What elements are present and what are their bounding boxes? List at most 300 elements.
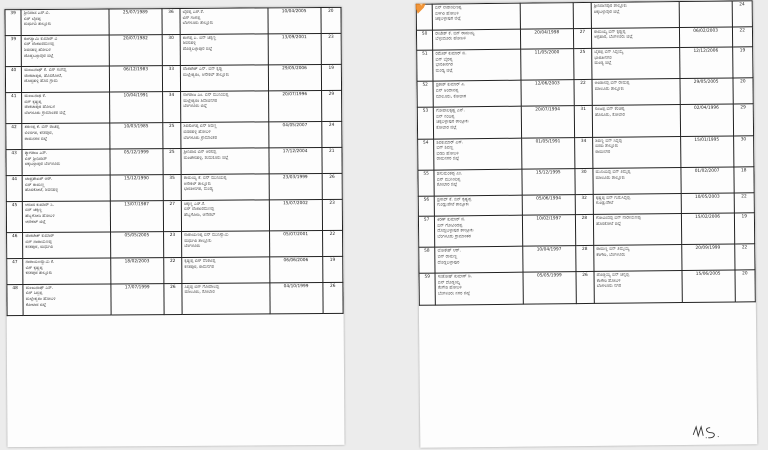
applicant-name — [432, 3, 520, 30]
age: 22 — [574, 80, 593, 106]
table-row — [6, 173, 342, 201]
parent-address-line: ಆನೇಕಲ್ ತಾಲ್ಲೂಕು — [183, 181, 212, 187]
age: 30 — [575, 168, 594, 194]
record-date: 04/10/1999 — [270, 282, 323, 314]
birth-date: 05/06/1994 — [522, 194, 575, 215]
parent-address-line: ಬಿನ್ ಗಂಗಪ್ಪ — [182, 15, 201, 21]
serial-number: 44 — [6, 176, 22, 202]
birth-date: 20/07/1994 — [521, 106, 574, 138]
parent-address-line: ಗುಂಡ್ಲುಪೇಟೆ — [595, 201, 614, 207]
table-row — [5, 65, 341, 93]
table-row — [416, 1, 752, 30]
parent-address — [594, 271, 682, 303]
applicant-name-line: ಸಂತೋಷ್ ಕುಮಾರ್ ಡಿ. — [437, 274, 473, 280]
applicant-name-line: ವೆಂಕಟೇಶ್ ಕುಮಾರ್ — [25, 233, 55, 240]
applicant-name — [434, 138, 522, 170]
applicant-name-line: ನಾರಾಯಣಸ್ವಾಮಿ ಕೆ. — [25, 259, 55, 265]
applicant-name-line: ದೊಡ್ಡಹಳ್ಳಿ ಹೊಸ ಗ್ರಾಮ — [24, 79, 58, 85]
parent-address-line: ಕನಕಪುರ, ರಾಮನಗರ — [184, 264, 215, 270]
table-row — [418, 213, 754, 248]
parent-address — [182, 257, 270, 283]
applicant-name-line: ಶಿವನಹಳ್ಳಿ ಹೋಬಳಿ — [24, 47, 51, 54]
applicant-name-line: ಬಿಳಿನಗರ, ಕನಕಪುರ, — [24, 130, 53, 137]
applicant-name-line: ಬೆಂಗಳೂರು ಗ್ರಾಮಾಂತರ — [437, 233, 471, 240]
parent-address-line: ಚಿಕ್ಕಣ್ಣ ಎಸ್.ಕೆ. — [183, 201, 206, 207]
applicant-name-line: ರಾಮನಗರ ಜಿಲ್ಲೆ — [436, 156, 460, 162]
years: 19 — [322, 256, 343, 282]
applicant-name-line: ರಂಗಸ್ವಾಮಿ ಕುಮಾರ್ ವಿ — [23, 36, 58, 42]
orange-seal-mark — [416, 0, 432, 16]
table-row — [7, 230, 343, 258]
age: 26 — [576, 272, 595, 304]
applicant-name-line: ಕಿರಣ್ ಕುಮಾರ್ ಜಿ. — [437, 217, 466, 223]
birth-date: 17/07/1999 — [111, 283, 164, 315]
applicant-name-line: ಶ್ರೀನಿವಾಸ ಎಸ್.ಬಿ. — [23, 10, 50, 17]
record-date: 10/04/2005 — [268, 7, 321, 33]
parent-address-line: ಭಾರತೀನಗರ, ಮಂಡ್ಯ — [183, 186, 214, 193]
serial-number: 58 — [419, 247, 436, 273]
applicant-name — [23, 201, 111, 233]
left-document-page — [4, 7, 344, 447]
parent-address — [592, 79, 680, 106]
applicant-name-line: ಭಾರತೀನಗರ — [435, 62, 453, 68]
serial-number: 59 — [419, 273, 436, 305]
applicant-name-line: ಬಿನ್ ಗೋವಿಂದಪ್ಪ — [437, 222, 463, 229]
record-date: 15/06/2005 — [682, 270, 735, 302]
birth-date: 05/12/1999 — [110, 149, 163, 175]
applicant-name-line: ಹೊಸಕೋಟೆ, ಶಿವನಹಳ್ಳಿ — [25, 187, 59, 194]
applicant-name-line: ಬಿನ್ ರಾಮಣ್ಣ — [437, 254, 458, 260]
parent-address-line: ನಾಗರಾಜ ಎಂ. ಬಿನ್ ಮುನಿಯಪ್ಪ — [183, 92, 229, 98]
table-row — [6, 148, 342, 176]
birth-date: 10/02/1997 — [522, 215, 575, 247]
serial-number: 56 — [418, 196, 434, 216]
applicant-name-line: ಕೋಲಾರ ಜಿಲ್ಲೆ — [25, 302, 47, 308]
age: 25 — [163, 123, 181, 149]
years: 22 — [734, 192, 755, 212]
applicant-name-line: ಶರಣಪ್ಪ ಕೆ. ಬಿನ್ ರಾಚಪ್ಪ — [24, 125, 60, 131]
years: 24 — [321, 122, 342, 148]
applicant-name-line: ಚಿಕ್ಕಬಳ್ಳಾಪುರ ತಾಲ್ಲೂಕು — [436, 119, 469, 125]
applicant-name-line: ಬಿನ್ ಚಿಕ್ಕಣ್ಣ — [25, 208, 43, 214]
record-date: 23/03/1999 — [269, 173, 322, 199]
table-row — [417, 78, 753, 107]
parent-address-line: ಮಲ್ಲೇಶ್ವರಂ, ಆನೇಕಲ್ ತಾಲ್ಲೂಕು — [183, 72, 230, 78]
record-date: 05/07/2001 — [269, 231, 322, 257]
parent-address — [180, 34, 268, 66]
table-row — [5, 7, 341, 35]
age: 26 — [164, 283, 183, 315]
record-date: 29/05/2005 — [680, 78, 733, 104]
table-row — [419, 244, 755, 273]
applicant-name-line: ಬೆಂಗಳೂರು ಗ್ರಾಮಾಂತರ ಜಿಲ್ಲೆ — [24, 110, 66, 116]
birth-date: 25/07/1989 — [109, 9, 162, 35]
applicant-name — [433, 81, 521, 108]
parent-address — [593, 167, 681, 194]
parent-address-line: ಕೃಷ್ಣಪ್ಪ ಬಿನ್ ವೆಂಕಟಪ್ಪ — [184, 258, 216, 264]
parent-address-line: ದೊಡ್ಡಬಳ್ಳಾಪುರ ಜಿಲ್ಲೆ — [182, 46, 213, 52]
parent-address-line: ಕೃಷ್ಣಪ್ಪ ಬಿನ್ ಗುರುಸಿದ್ದಪ್ಪ — [595, 195, 631, 201]
serial-number: 51 — [417, 50, 434, 82]
parent-address-line: ಶಿವನಹಳ್ಳಿ — [182, 41, 196, 47]
serial-number: 52 — [417, 81, 434, 107]
birth-date: 10/04/1991 — [109, 92, 162, 124]
applicant-name — [22, 123, 110, 149]
age: 25 — [163, 149, 181, 175]
applicant-name — [434, 169, 522, 196]
years: 23 — [322, 199, 343, 231]
table-row — [7, 256, 343, 284]
applicant-name-line: ಮಂಜುನಾಥ್ ಕೆ. ಬಿನ್ ಗಂಗಪ್ಪ — [24, 67, 67, 74]
applicant-name-line: ಕನಕಪುರ, ಮಧುಗಿರಿ — [25, 245, 54, 251]
birth-date — [520, 3, 573, 29]
applicant-name-line: ವೆಂಕಟಾಪುರ, ಹೊಸಕೋಟೆ, — [24, 73, 63, 79]
serial-number: 39 — [5, 35, 22, 67]
parent-address-line: ಬಿದರಹಳ್ಳಿ ಹೋಬಳಿ — [183, 129, 211, 135]
table-row — [5, 33, 341, 67]
serial-number: 40 — [5, 67, 21, 93]
applicant-name — [435, 246, 523, 273]
parent-address — [592, 27, 680, 48]
record-date: 17/12/2004 — [269, 148, 322, 174]
applicant-name — [21, 35, 109, 67]
parent-address — [591, 2, 679, 29]
applicant-name — [23, 232, 111, 258]
serial-number: 55 — [418, 170, 435, 196]
applicant-name-line: ಬಿನ್ ಕೃಷ್ಣಪ್ಪ — [25, 265, 43, 271]
age: 30 — [162, 34, 181, 66]
parent-address-line: ಬೈರಪ್ಪ ಬಿನ್ ಸಿದ್ದಯ್ಯ — [594, 49, 624, 55]
parent-address-line: ಸಿದ್ದಪ್ಪ ಬಿನ್ ಗೋಪಾಲಪ್ಪ — [184, 284, 220, 290]
applicant-name-line: ಬಿನ್ ಮುನಿಯಪ್ಪ — [436, 176, 461, 183]
birth-date: 20/07/1982 — [109, 34, 162, 66]
parent-address — [181, 148, 269, 174]
table-row — [7, 282, 343, 316]
applicant-name-line: ಲೋಕೇಶ್ ಆರ್. — [437, 248, 461, 254]
years: 20 — [733, 78, 754, 104]
parent-address — [182, 283, 270, 315]
applicant-name-line: ದೊಡ್ಡಬಳ್ಳಾಪುರ ಜಿಲ್ಲೆ — [24, 53, 54, 59]
applicant-name-line: ಕೋಲಾರ ಜಿಲ್ಲೆ — [436, 125, 457, 131]
age: 25 — [573, 48, 592, 80]
right-document-page — [416, 0, 758, 448]
serial-number: 45 — [6, 201, 23, 233]
parent-address-line: ಮಲ್ಲೇಶ್ವರಂ ಶಿವಾಜಿನಗರ — [183, 98, 218, 104]
applicant-name-line: ಕೆಂಗೇರಿ ಹೋಬಳಿ — [437, 285, 462, 291]
table-row — [417, 104, 753, 139]
applicant-name-line: ವೆಂಕಟಾಪುರ ಹೋಬಳಿ — [24, 105, 56, 111]
record-date — [679, 1, 732, 27]
applicant-name-line: ರಮೇಶ್ ಕುಮಾರ್ ಬಿ. — [435, 51, 467, 57]
age: 34 — [574, 137, 593, 169]
years: 19 — [732, 47, 753, 79]
parent-address-line: ಶಿವಣ್ಣ ಬಿನ್ ಸಿದ್ದಪ್ಪ — [595, 138, 622, 144]
years: 29 — [321, 90, 342, 122]
parent-address-line: ಶ್ರೀನಿವಾಸಪುರ ತಾಲ್ಲೂಕು — [593, 3, 627, 9]
applicant-name — [433, 49, 521, 81]
applicant-name-line: ಬಿನ್ ವೆಂಕಟರಮಣಪ್ಪ — [23, 42, 55, 48]
parent-address-line: ರಾಮನಗರ — [595, 149, 611, 155]
serial-number: 42 — [6, 124, 22, 150]
years: 21 — [322, 148, 343, 174]
records-table-left — [4, 7, 343, 316]
applicant-name-line: ದೊಡ್ಡಬಳ್ಳಾಪುರ — [437, 259, 460, 266]
applicant-name-line: ಮಲ್ಲೇಶ್ವರಂ ಹೋಬಳಿ — [25, 296, 56, 302]
applicant-name-line: ಬಿನ್ ಸಿದ್ದಪ್ಪ — [25, 291, 43, 297]
birth-date: 05/05/2005 — [110, 232, 163, 258]
applicant-name-line: ಆನಂದ ಕುಮಾರ್ ಸಿ. — [25, 202, 55, 208]
applicant-name-line: ಚಂದ್ರಶೇಖರ್ ಆರ್. — [24, 176, 53, 183]
years: 30 — [733, 135, 754, 167]
applicant-name-line: ಕನಕಪುರ ತಾಲ್ಲೂಕು — [25, 270, 53, 277]
record-date: 06/06/2006 — [269, 256, 322, 282]
applicant-name — [22, 92, 110, 124]
years: 22 — [734, 244, 755, 270]
applicant-name — [22, 66, 110, 92]
applicant-name-line: ದೊಡ್ಡಬಳ್ಳಾಪುರ ತಾಲ್ಲೂಕು — [437, 228, 474, 234]
applicant-name-line: ಬಿನ್ ನಂಜಪ್ಪ — [436, 114, 455, 120]
parent-address — [593, 213, 681, 245]
parent-address — [180, 8, 268, 34]
parent-address-line: ಶಿವಲಿಂಗಪ್ಪ ಬಿನ್ ಶಿವಣ್ಣ — [183, 124, 217, 130]
serial-number: 50 — [416, 30, 432, 50]
age: 27 — [573, 28, 592, 48]
years: 20 — [735, 270, 756, 302]
parent-address-line: ಮಾಲೂರು, ಕೋಲಾರ — [184, 290, 215, 296]
table-row — [6, 199, 342, 233]
birth-date: 13/07/1987 — [110, 200, 163, 232]
applicant-name-line: ಕೋಲಾರ ಜಿಲ್ಲೆ — [436, 182, 458, 188]
parent-address-line: ಅಗ್ರಹಾರ, ಬೆಂಗಳೂರು ಜಿಲ್ಲೆ — [594, 34, 633, 41]
applicant-name — [22, 175, 110, 201]
years: 26 — [322, 173, 343, 199]
years: 19 — [321, 65, 342, 91]
birth-date: 12/06/2003 — [521, 80, 574, 106]
parent-address — [180, 65, 268, 91]
parent-address — [592, 105, 680, 137]
years: 26 — [322, 282, 343, 314]
parent-address — [182, 231, 270, 257]
parent-address-line: ನಂಜಪ್ಪ ಬಿನ್ ಕೆಂಚಪ್ಪ — [594, 106, 625, 113]
record-date: 13/09/2001 — [268, 33, 321, 65]
serial-number: 54 — [418, 139, 435, 171]
applicant-name-line: ರಾಜೇಶ್ ಕೆ. ಬಿನ್ ರಾಮಯ್ಯ — [435, 30, 475, 37]
birth-date: 15/12/1990 — [110, 175, 163, 201]
applicant-name-line: ಪ್ರಸಾದ್ ಕೆ. ಬಿನ್ ಕೃಷ್ಣಪ್ಪ — [436, 196, 472, 203]
parent-address-line: ಹೊಸೂರು, ಕೋಲಾರ — [594, 112, 625, 118]
parent-address-line: ಅಂದಾನಪ್ಪ ಬಿನ್ ರಾಮಪ್ಪ — [594, 80, 630, 87]
applicant-name-line: ಬಿನ್ ಶ್ರೀನಿವಾಸ್ — [24, 156, 47, 162]
years: 19 — [734, 213, 755, 245]
birth-date: 10/04/1997 — [523, 246, 576, 272]
applicant-name-line: ಶಿವಕುಮಾರ್ ಎಸ್. — [436, 139, 464, 146]
parent-address-line: ಮಾಲೂರು ತಾಲ್ಲೂಕು — [594, 86, 624, 92]
parent-address-line: ಬಿನ್ ವೆಂಕಟರಮಣಪ್ಪ — [183, 207, 215, 213]
applicant-name-line: ರಾಮನಗರ ಜಿಲ್ಲೆ — [24, 136, 48, 142]
parent-address-line: ಚಿಕ್ಕಬಳ್ಳಾಪುರ ಜಿಲ್ಲೆ — [593, 9, 620, 15]
applicant-name-line: ಬಿನ್ ಬೈರಪ್ಪ — [435, 56, 453, 63]
parent-address — [181, 122, 269, 148]
table-row — [6, 122, 342, 150]
parent-address-line: ಮುನಿಯಪ್ಪ ಬಿನ್ ತಿಮ್ಮಪ್ಪ — [595, 169, 631, 175]
years: 22 — [322, 230, 343, 256]
applicant-name-line: ಬಿಡದಿ ಹೋಬಳಿ — [436, 151, 459, 157]
years: 20 — [321, 7, 342, 33]
applicant-name — [23, 284, 111, 316]
parent-address-line: ಬೆಂಗಳೂರು ತಾಲ್ಲೂಕು — [182, 20, 214, 27]
parent-address-line: ಮಧುಗಿರಿ ತಾಲ್ಲೂಕು — [184, 238, 212, 244]
parent-address — [181, 200, 269, 232]
applicant-name-line: ಆನೇಕಲ್ ಜಿಲ್ಲೆ — [25, 219, 46, 225]
applicant-name-line: ಮಂಜುನಾಥ ಕೆ. — [24, 93, 47, 100]
parent-address-line: ಶ್ರೀನಿವಾಸ ಬಿನ್ ಅರಸಪ್ಪ — [183, 149, 217, 156]
age — [573, 2, 592, 28]
parent-address — [181, 174, 269, 200]
applicant-name-line: ಹನುಮಂತಪ್ಪ ಎಂ. — [436, 171, 463, 177]
table-row — [6, 90, 342, 124]
parent-address — [593, 193, 681, 214]
applicant-name — [21, 9, 109, 35]
records-table-right — [416, 0, 756, 305]
applicant-name-line: ಚಿಕ್ಕಬಳ್ಳಾಪುರ ಬೆಂಗಳೂರು — [24, 162, 61, 168]
serial-number: 47 — [7, 259, 23, 285]
applicant-name-line: ಬೆಂಗಳೂರು ನಗರ ಜಿಲ್ಲೆ — [437, 291, 471, 297]
record-date: 06/02/2003 — [679, 27, 732, 48]
applicant-name-line: ಬೆಳ್ಳಂದೂರು ಹೋಬಳಿ — [435, 36, 466, 42]
handwritten-signature — [690, 422, 734, 440]
applicant-name-line: ಬಿನ್ ಕೃಷ್ಣಪ್ಪ — [24, 99, 42, 105]
birth-date: 05/05/1999 — [523, 272, 576, 304]
birth-date: 10/03/1985 — [110, 123, 163, 149]
applicant-name-line: ಮಂಡ್ಯ ಜಿಲ್ಲೆ — [435, 68, 453, 74]
applicant-name — [435, 215, 523, 247]
applicant-name-line: ಗೋಪಾಲಕೃಷ್ಣ ಎನ್. — [436, 108, 465, 114]
years: 24 — [732, 1, 753, 27]
applicant-name-line: ಬಿನ್ ರಾಮಣ್ಣ — [24, 182, 45, 188]
age: 28 — [575, 214, 594, 246]
applicant-name — [434, 195, 522, 216]
applicant-name — [22, 149, 110, 175]
serial-number: 39 — [5, 10, 21, 36]
parent-address-line: ವೆಂಕಟೇಶ್ ಎನ್. ಬಿನ್ ಕೃಷ್ಣ — [182, 66, 223, 73]
birth-date: 15/12/1995 — [522, 169, 575, 195]
birth-date: 06/12/1983 — [109, 66, 162, 92]
parent-address — [594, 245, 682, 272]
parent-address-line: ಬೆಂಗಳೂರು ಗ್ರಾಮಾಂತರ — [183, 135, 218, 141]
applicant-name — [434, 106, 522, 138]
serial-number: 43 — [6, 150, 22, 176]
record-date: 20/07/1996 — [268, 90, 321, 122]
record-date: 04/05/2007 — [268, 122, 321, 148]
parent-address-line: ಬೈರಪ್ಪ ಎಸ್.ಕೆ. — [182, 9, 205, 15]
applicant-name-line: ತ್ಯಾಗರಾಜ ಎಸ್. — [24, 151, 48, 157]
parent-address-line: ರಾಮಯ್ಯ ಬಿನ್ ಕೃಷ್ಣಪ್ಪ — [594, 29, 626, 35]
record-date: 20/09/1999 — [681, 244, 734, 270]
parent-address-line: ಬಿಡದಿ ತಾಲ್ಲೂಕು — [595, 143, 619, 150]
parent-address-line: ಗೋವಿಂದಪ್ಪ ಬಿನ್ ನಾರಾಯಣಪ್ಪ — [596, 215, 641, 221]
serial-number: 57 — [418, 216, 435, 248]
record-date: 12/12/2006 — [679, 47, 732, 79]
parent-address — [592, 48, 680, 80]
age: 32 — [575, 194, 594, 214]
applicant-name-line: ಬಿಳಿಗಿರಿ ಹೋಬಳಿ — [435, 10, 459, 17]
serial-number: 41 — [6, 93, 23, 125]
parent-address-line: ರಾಮಣ್ಣ ಬಿನ್ ತಿಮ್ಮಯ್ಯ — [596, 246, 630, 253]
age: 34 — [162, 91, 181, 123]
record-date: 02/04/1996 — [680, 104, 733, 136]
parent-address — [181, 91, 269, 123]
parent-address-line: ಹೊಸಕೋಟೆ ಜಿಲ್ಲೆ — [596, 221, 622, 227]
years: 22 — [732, 27, 753, 47]
parent-address-line: ಹೆಬ್ಬಗೋಡಿ, ಆನೇಕಲ್ — [183, 212, 216, 218]
applicant-name-line: ಮಾಲೂರು, ಕೋಲಾರ — [435, 93, 467, 100]
applicant-name-line: ಮಧುಗಿರಿ ತಾಲ್ಲೂಕು — [23, 22, 52, 28]
record-date: 29/05/2006 — [268, 65, 321, 91]
age: 31 — [574, 106, 593, 138]
age: 22 — [163, 257, 181, 283]
parent-address-line: ಕೆಂಗೇರಿ, ಬೆಂಗಳೂರು — [596, 252, 626, 258]
record-date: 15/02/2006 — [681, 213, 734, 245]
applicant-name-line: ಬಿನ್ ಶಿವಣ್ಣ — [436, 145, 454, 151]
applicant-name-line: ಬಿನ್ ನಾರಾಯಣಪ್ಪ — [25, 239, 52, 245]
table-row — [417, 47, 753, 82]
parent-address-line: ದೊಡ್ಡಯ್ಯ ಬಿನ್ ಚನ್ನಪ್ಪ — [596, 272, 630, 279]
years: 23 — [321, 33, 342, 65]
table-row — [419, 270, 755, 305]
record-date: 01/02/2007 — [681, 167, 734, 193]
parent-address-line: ಭಾರತೀನಗರ — [594, 55, 612, 61]
parent-address-line: ಬೆಂಗಳೂರು ನಗರ — [596, 283, 622, 290]
applicant-name-line: ಬಿನ್ ಅಂದಾನಪ್ಪ — [435, 88, 459, 94]
parent-address-line: ರಂಗಪ್ಪ ಎ. ಬಿನ್ ಚಿಕ್ಕಣ್ಣ — [182, 35, 217, 41]
parent-address-line: ಕೆಂಗೇರಿ ಹೋಬಳಿ — [596, 278, 621, 284]
birth-date: 01/05/1991 — [521, 137, 574, 169]
parent-address-line: ಬೆಂಗಳೂರು ಜಿಲ್ಲೆ — [183, 103, 208, 110]
parent-address-line: ಮಂಡ್ಯ ಜಿಲ್ಲೆ — [594, 60, 612, 67]
parent-address-line: ರಾಮಯ್ಯ ಕೆ. ಬಿನ್ ಮುನಿಯಪ್ಪ — [183, 175, 227, 181]
record-date: 15/01/1995 — [680, 136, 733, 168]
parent-address-line: ಬೆಂಗಳೂರು — [184, 244, 201, 250]
parent-address-line: ಮಾಲೂರು ತಾಲ್ಲೂಕು — [595, 175, 625, 181]
age: 27 — [163, 200, 182, 232]
applicant-name-line: ಚಿಕ್ಕಬಳ್ಳಾಪುರ ಜಿಲ್ಲೆ — [435, 16, 461, 22]
birth-date: 18/02/2003 — [111, 258, 164, 284]
table-row — [418, 135, 754, 170]
serial-number: 48 — [7, 284, 24, 316]
applicant-name — [435, 272, 523, 304]
age: 23 — [163, 232, 181, 258]
record-date: 15/07/2002 — [269, 199, 322, 231]
parent-address-line: ನಾರಾಯಣಪ್ಪ ಬಿನ್ ಮುನಿಸ್ವಾಮಿ — [184, 232, 229, 239]
parent-address — [593, 136, 681, 168]
applicant-name — [23, 258, 111, 284]
birth-date: 20/04/1998 — [520, 28, 573, 49]
applicant-name-line: ಮಂಜುನಾಥ್ ಎಸ್. — [25, 285, 54, 291]
applicant-name-line: ಹೆಬ್ಬಗೋಡಿ ಹೋಬಳಿ — [25, 213, 55, 219]
applicant-name-line: ಗುಂಡ್ಲುಪೇಟೆ ತಾಲ್ಲೂಕು — [437, 202, 469, 208]
age: 36 — [162, 8, 180, 34]
applicant-name-line: ಬಿನ್ ದೊಡ್ಡಯ್ಯ — [437, 280, 461, 286]
table-row — [418, 167, 754, 196]
applicant-name — [433, 29, 521, 50]
applicant-name-line: ಬಿನ್ ಬೈರಪ್ಪ — [23, 16, 41, 22]
record-date: 10/05/2003 — [681, 193, 734, 214]
applicant-name-line: ಪ್ರಕಾಶ್ ಕುಮಾರ್ ಎ. — [435, 82, 466, 88]
years: 29 — [733, 104, 754, 136]
serial-number: 53 — [417, 107, 434, 139]
age: 28 — [576, 246, 595, 272]
applicant-name-line: ಬಿನ್ ನಾರಾಯಣಪ್ಪ — [434, 5, 462, 11]
